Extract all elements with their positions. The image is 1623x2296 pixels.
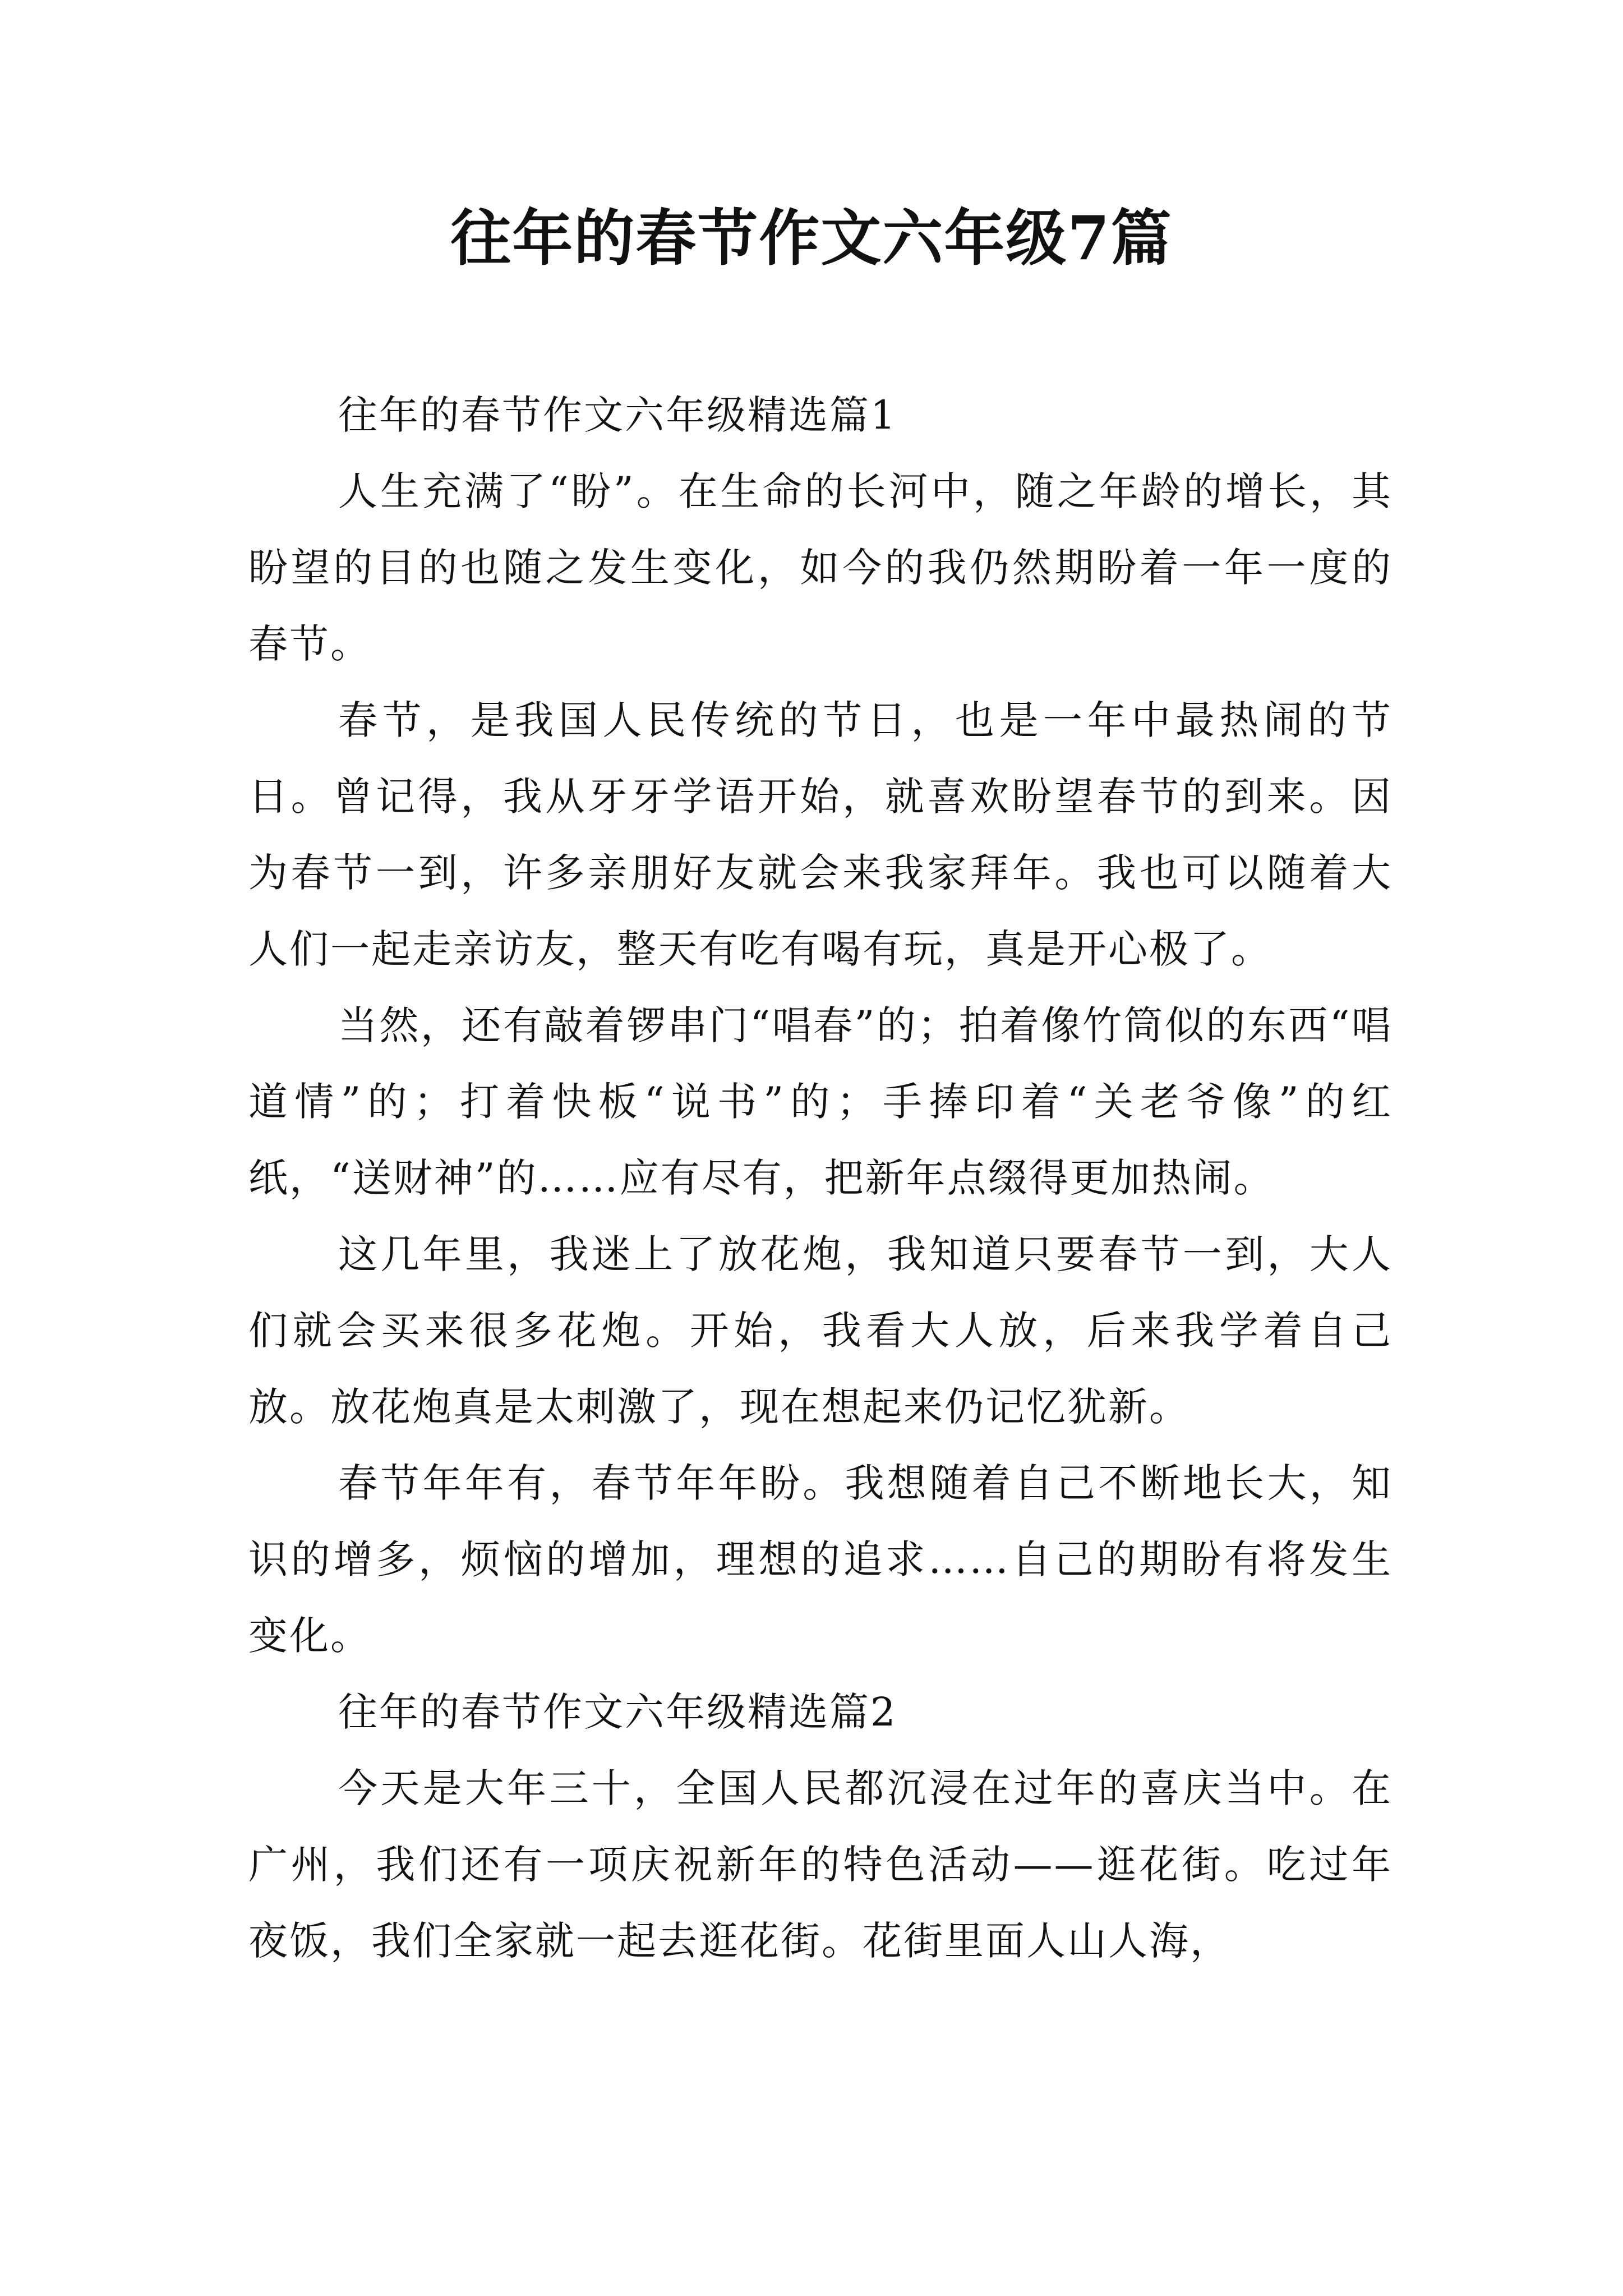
document-body — [248, 377, 1393, 1979]
paragraph: 今天是大年三十，全国人民都沉浸在过年的喜庆当中。在广州，我们还有一项庆祝新年的特色活动——逛花街。吃过年夜饭，我们全家就一起去逛花街。花街里面人山人海， — [248, 1765, 1393, 1964]
document-title: 往年的春节作文六年级7篇 — [450, 203, 1173, 274]
section-heading: 往年的春节作文六年级精选篇2 — [338, 1689, 897, 1735]
paragraph: 春节，是我国人民传统的节日，也是一年中最热闹的节日。曾记得，我从牙牙学语开始，就喜欢盼望春节的到来。因为春节一到，许多亲朋好友就会来我家拜年。我也可以随着大人们一起走亲访友，整天有吃有喝有玩，真是开心极了。 — [248, 697, 1393, 972]
paragraph: 人生充满了“盼”。在生命的长河中，随之年龄的增长，其盼望的目的也随之发生变化，如今的我仍然期盼着一年一度的春节。 — [248, 468, 1393, 667]
paragraph: 当然，还有敲着锣串门“唱春”的；拍着像竹筒似的东西“唱道情”的；打着快板“说书”的；手捧印着“关老爷像”的红纸，“送财神”的……应有尽有，把新年点缀得更加热闹。 — [248, 1002, 1393, 1201]
section-heading: 往年的春节作文六年级精选篇1 — [338, 392, 897, 438]
paragraph: 这几年里，我迷上了放花炮，我知道只要春节一到，大人们就会买来很多花炮。开始，我看大人放，后来我学着自己放。放花炮真是太刺激了，现在想起来仍记忆犹新。 — [248, 1231, 1393, 1430]
paragraph: 春节年年有，春节年年盼。我想随着自己不断地长大，知识的增多，烦恼的增加，理想的追求……自己的期盼有将发生变化。 — [248, 1460, 1393, 1659]
